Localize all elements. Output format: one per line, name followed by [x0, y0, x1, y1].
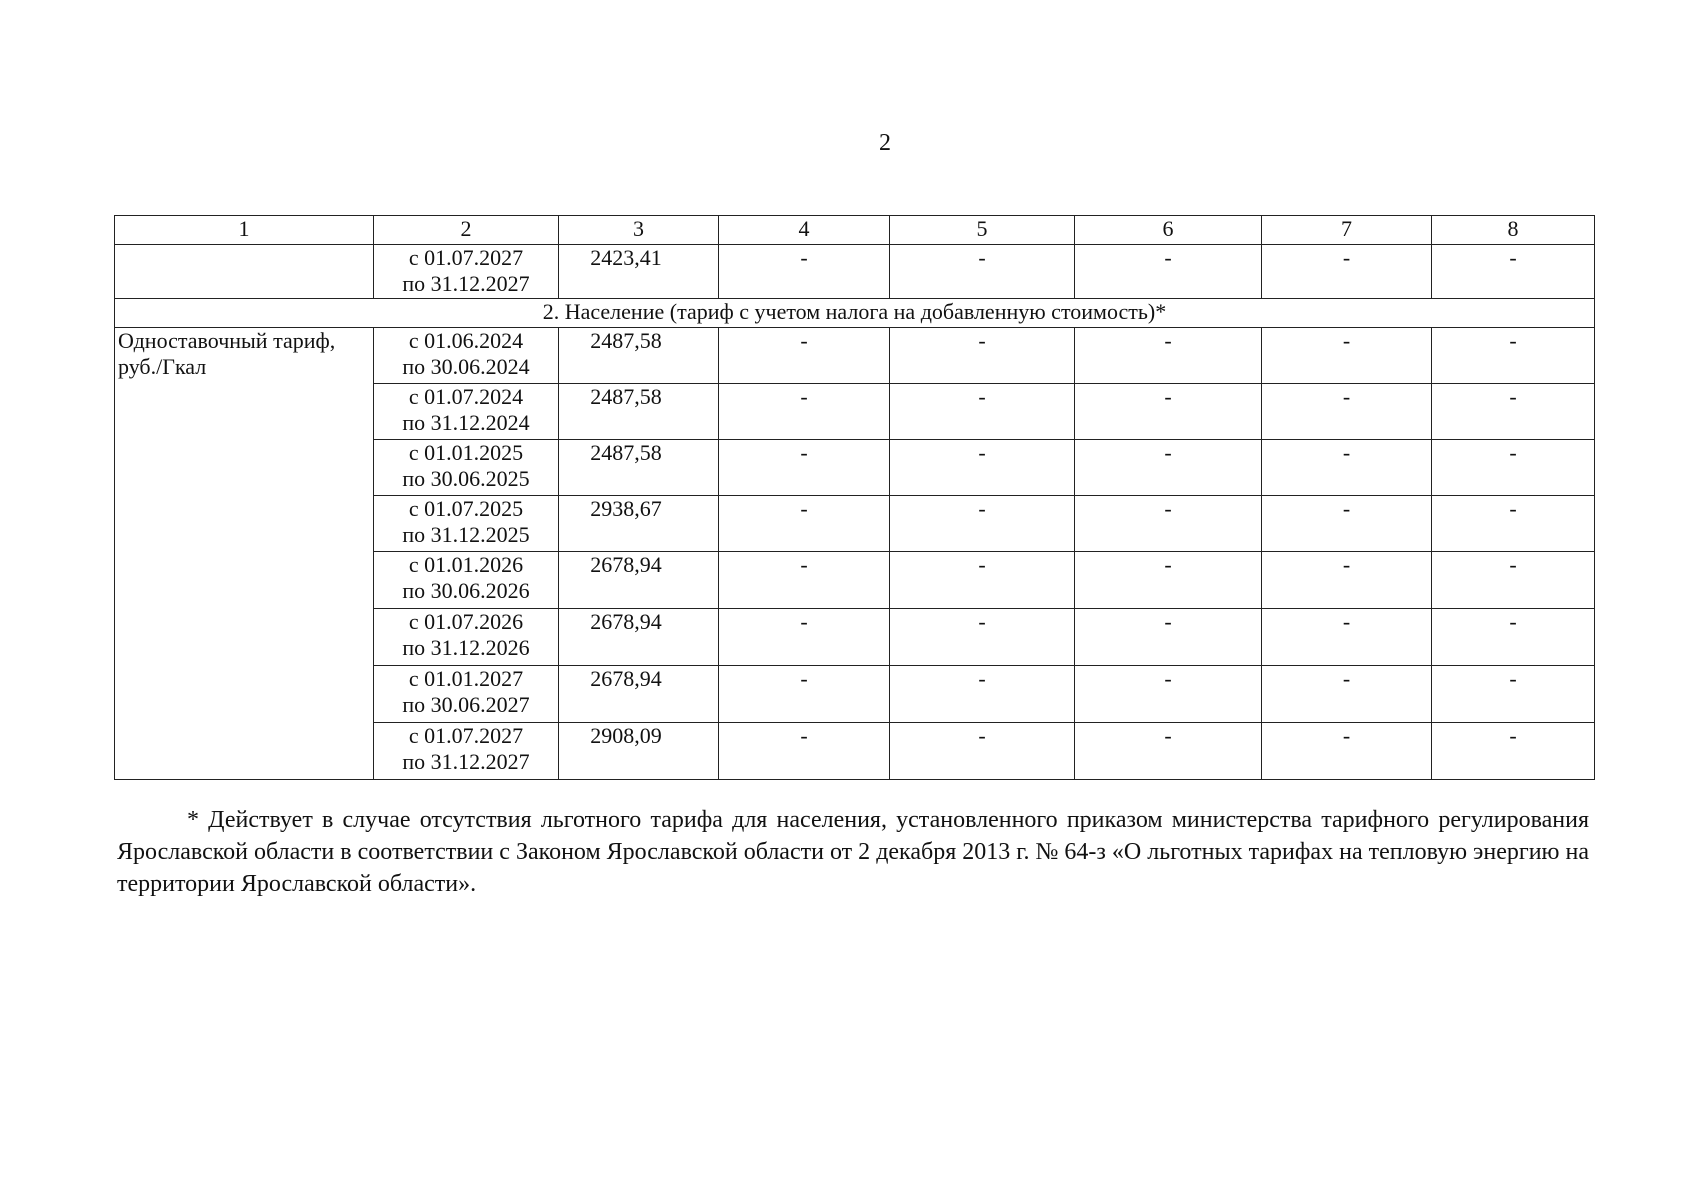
dash-cell: -: [1262, 328, 1432, 384]
period-to: по 31.12.2024: [402, 410, 530, 435]
dash-cell: -: [719, 666, 890, 723]
tariff-table: [114, 215, 1595, 780]
period-from: с 01.01.2026: [408, 552, 524, 577]
table-header-row: [115, 216, 1595, 245]
dash-cell: -: [1262, 245, 1432, 299]
dash-cell: -: [1432, 384, 1595, 440]
header-cell: 6: [1075, 216, 1262, 245]
group-label-unit: руб./Гкал: [118, 354, 207, 379]
tariff-value-cell: 2908,09: [559, 723, 719, 780]
header-cell: 8: [1432, 216, 1595, 245]
dash-cell: -: [890, 384, 1075, 440]
period-to: по 31.12.2026: [402, 635, 530, 660]
dash-cell: -: [1075, 723, 1262, 780]
dash-cell: -: [1075, 328, 1262, 384]
group-label-line: Одноставочный тариф,: [118, 328, 336, 353]
dash-cell: -: [1262, 496, 1432, 552]
period-from: с 01.07.2026: [408, 609, 524, 634]
dash-cell: -: [719, 609, 890, 666]
header-cell: 1: [115, 216, 374, 245]
period-from: с 01.07.2027: [408, 723, 524, 748]
dash-cell: -: [890, 496, 1075, 552]
dash-cell: -: [1075, 552, 1262, 609]
dash-cell: -: [1432, 723, 1595, 780]
period-to: по 30.06.2026: [402, 578, 530, 603]
tariff-value-cell: 2678,94: [559, 609, 719, 666]
dash-cell: -: [890, 609, 1075, 666]
header-cell: 7: [1262, 216, 1432, 245]
dash-cell: -: [719, 384, 890, 440]
period-from: с 01.01.2027: [408, 666, 524, 691]
dash-cell: -: [890, 440, 1075, 496]
section-title: 2. Население (тариф с учетом налога на добавленную стоимость)*: [115, 299, 1595, 328]
tariff-value-cell: 2678,94: [559, 552, 719, 609]
dash-cell: -: [1432, 552, 1595, 609]
dash-cell: -: [1432, 609, 1595, 666]
dash-cell: -: [1075, 384, 1262, 440]
period-from: с 01.01.2025: [408, 440, 524, 465]
period-to: по 31.12.2027: [402, 749, 530, 774]
group-label-cell: [115, 328, 374, 780]
header-cell: 4: [719, 216, 890, 245]
period-cell: [374, 723, 559, 780]
header-cell: 5: [890, 216, 1075, 245]
period-cell: [374, 496, 559, 552]
header-cell: 3: [559, 216, 719, 245]
dash-cell: -: [1432, 328, 1595, 384]
period-cell: [374, 552, 559, 609]
period-cell: [374, 440, 559, 496]
dash-cell: -: [719, 245, 890, 299]
table-row: [115, 245, 1595, 299]
dash-cell: -: [1432, 245, 1595, 299]
dash-cell: -: [890, 666, 1075, 723]
tariff-value-cell: 2487,58: [559, 440, 719, 496]
group-label-cell: [115, 245, 374, 299]
dash-cell: -: [1262, 609, 1432, 666]
footnote: * Действует в случае отсутствия льготного тарифа для населения, установленного приказом министерства тарифного регулирования Ярославской области в соответствии с Законом Ярославской области от 2 декабря 2013 г. № 64-з «О льготных тарифах на тепловую энергию на территории Ярославской области».: [117, 807, 1589, 897]
dash-cell: -: [890, 723, 1075, 780]
dash-cell: -: [890, 328, 1075, 384]
period-from: с 01.06.2024: [408, 328, 524, 353]
dash-cell: -: [1075, 666, 1262, 723]
tariff-table-body: [115, 216, 1595, 780]
period-to: по 31.12.2027: [402, 271, 530, 296]
section-row: [115, 299, 1595, 328]
tariff-value-cell: 2423,41: [559, 245, 719, 299]
tariff-value-cell: 2487,58: [559, 384, 719, 440]
dash-cell: -: [1262, 552, 1432, 609]
dash-cell: -: [1262, 723, 1432, 780]
dash-cell: -: [719, 328, 890, 384]
dash-cell: -: [890, 245, 1075, 299]
dash-cell: -: [1075, 245, 1262, 299]
dash-cell: -: [719, 552, 890, 609]
period-to: по 30.06.2027: [402, 692, 530, 717]
period-cell: [374, 609, 559, 666]
dash-cell: -: [719, 440, 890, 496]
dash-cell: -: [719, 723, 890, 780]
period-from: с 01.07.2025: [408, 496, 524, 521]
tariff-value-cell: 2678,94: [559, 666, 719, 723]
tariff-value-cell: 2938,67: [559, 496, 719, 552]
dash-cell: -: [719, 496, 890, 552]
dash-cell: -: [1262, 666, 1432, 723]
period-cell: [374, 245, 559, 299]
header-cell: 2: [374, 216, 559, 245]
dash-cell: -: [1075, 609, 1262, 666]
dash-cell: -: [890, 552, 1075, 609]
period-cell: [374, 384, 559, 440]
dash-cell: -: [1432, 666, 1595, 723]
dash-cell: -: [1262, 440, 1432, 496]
period-from: с 01.07.2027: [408, 245, 524, 270]
dash-cell: -: [1432, 496, 1595, 552]
period-to: по 30.06.2024: [402, 354, 530, 379]
page-number: 2: [879, 130, 891, 156]
period-from: с 01.07.2024: [408, 384, 524, 409]
dash-cell: -: [1075, 496, 1262, 552]
period-cell: [374, 666, 559, 723]
dash-cell: -: [1432, 440, 1595, 496]
period-to: по 30.06.2025: [402, 466, 530, 491]
tariff-value-cell: 2487,58: [559, 328, 719, 384]
dash-cell: -: [1075, 440, 1262, 496]
period-cell: [374, 328, 559, 384]
dash-cell: -: [1262, 384, 1432, 440]
table-row: [115, 328, 1595, 384]
period-to: по 31.12.2025: [402, 522, 530, 547]
